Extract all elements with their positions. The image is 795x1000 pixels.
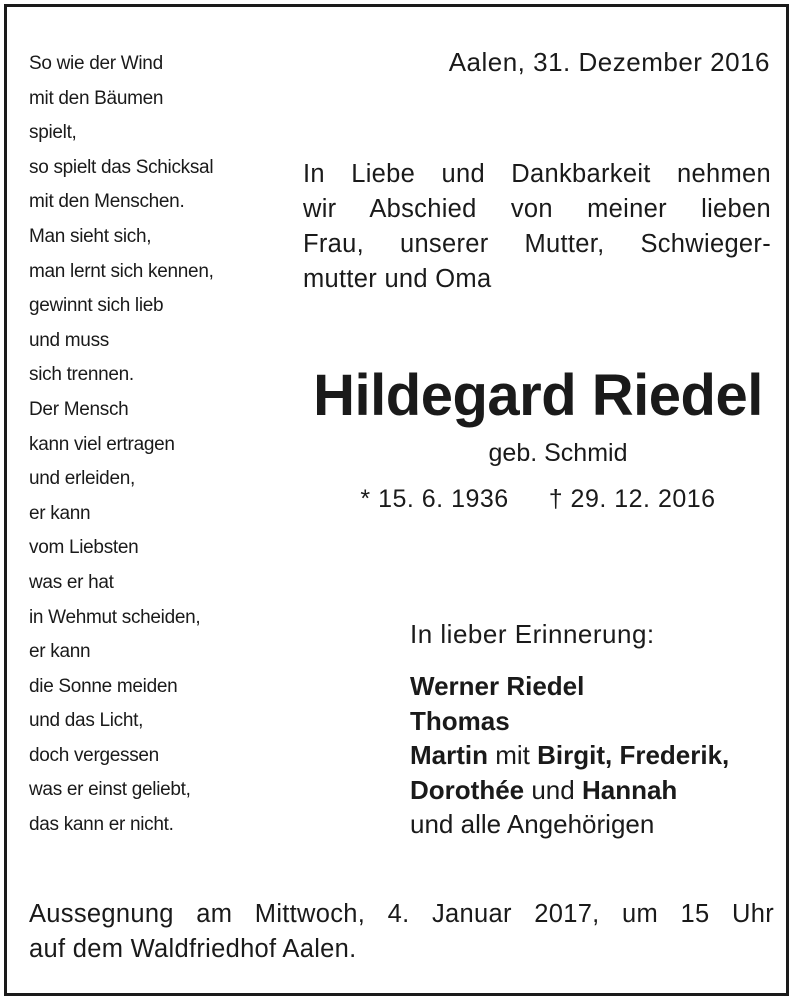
obituary-notice (4, 4, 789, 996)
family-line: und alle Angehörigen (410, 809, 655, 839)
poem-line: was er einst geliebt, (29, 779, 191, 801)
intro-line: mutter und Oma (303, 265, 492, 293)
poem-line: spielt, (29, 122, 77, 144)
family-list (410, 669, 729, 842)
mourner-name: Dorothée (410, 774, 525, 805)
funeral-line: auf dem Waldfriedhof Aalen. (29, 935, 357, 963)
intro-text (303, 157, 771, 297)
poem-line: So wie der Wind (29, 53, 163, 74)
mourner-name: Hannah (581, 774, 678, 805)
poem-line: und erleiden, (29, 468, 135, 490)
poem-line: in Wehmut scheiden, (29, 606, 201, 628)
mourner-name: Birgit, Frederik, (537, 740, 730, 770)
poem-line: was er hat (29, 571, 114, 593)
family-line (410, 773, 729, 808)
poem-line: er kann (29, 502, 91, 524)
poem-line: und muss (29, 329, 109, 351)
poem-line: Man sieht sich, (29, 225, 152, 247)
poem-line: kann viel ertragen (29, 433, 175, 455)
funeral-info (29, 897, 774, 967)
family-line (410, 669, 729, 704)
poem-line: gewinnt sich lieb (29, 295, 164, 317)
intro-line: In Liebe und Dankbarkeit nehmen (303, 160, 771, 188)
life-dates (303, 485, 773, 514)
poem-line: so spielt das Schicksal (29, 156, 214, 178)
intro-line: wir Abschied von meiner lieben (303, 195, 771, 223)
poem-line: mit den Bäumen (29, 87, 164, 109)
mourner-name: Thomas (410, 705, 510, 736)
family-line (410, 704, 729, 739)
death-date: † 29. 12. 2016 (548, 485, 716, 513)
poem-line: er kann (29, 641, 91, 663)
family-line (410, 738, 729, 773)
deceased-name: Hildegard Riedel (313, 363, 763, 428)
memory-heading: In lieber Erinnerung: (410, 619, 655, 649)
poem-line: mit den Menschen. (29, 191, 185, 213)
intro-line: Frau, unserer Mutter, Schwieger- (303, 230, 771, 258)
birth-date: * 15. 6. 1936 (360, 485, 509, 513)
joiner-text: und (524, 774, 582, 805)
poem-line: Der Mensch (29, 398, 129, 420)
poem-line: man lernt sich kennen, (29, 260, 214, 282)
place-date: Aalen, 31. Dezember 2016 (448, 47, 770, 77)
poem (29, 47, 269, 843)
funeral-line: Aussegnung am Mittwoch, 4. Januar 2017, um 15 Uhr (29, 900, 774, 928)
poem-line: und das Licht, (29, 710, 144, 732)
poem-line: die Sonne meiden (29, 675, 178, 697)
mourner-name: Werner Riedel (410, 671, 585, 701)
mourner-name: Martin (410, 740, 488, 770)
poem-line: vom Liebsten (29, 537, 139, 559)
maiden-name: geb. Schmid (488, 439, 628, 467)
joiner-text: mit (488, 740, 538, 770)
poem-line: doch vergessen (29, 744, 159, 766)
poem-line: sich trennen. (29, 364, 134, 386)
poem-line: das kann er nicht. (29, 814, 174, 836)
